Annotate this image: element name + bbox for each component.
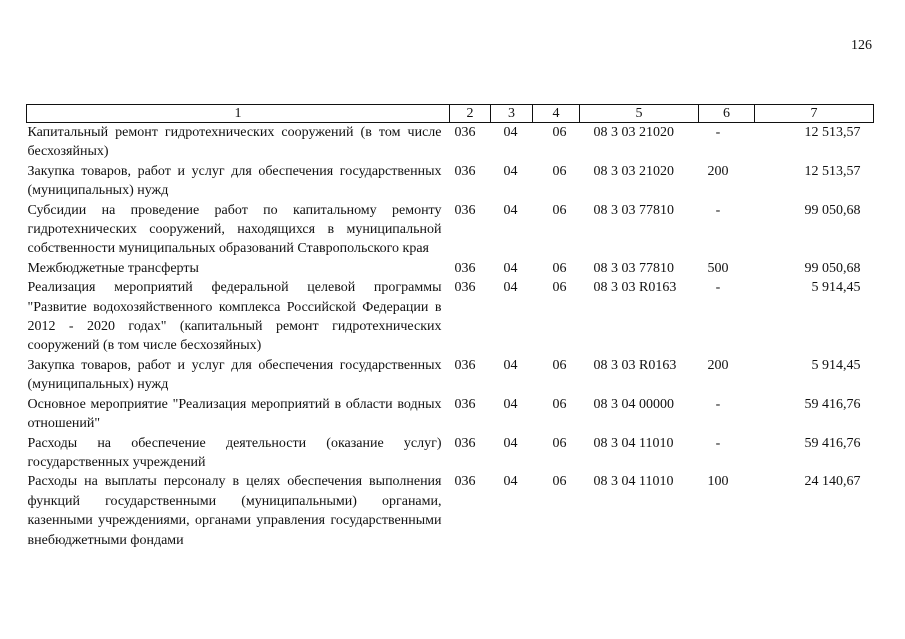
header-col-4: 4 — [533, 105, 580, 123]
section-code: 04 — [503, 202, 518, 218]
table-row — [27, 395, 874, 434]
table-header — [27, 105, 874, 123]
table-row — [27, 434, 874, 473]
expense-name: Закупка товаров, работ и услуг для обеспечения государственных (муниципальных) нужд — [27, 163, 442, 199]
amount: 99 050,68 — [804, 202, 861, 218]
amount: 24 140,67 — [804, 474, 861, 490]
ministry-code: 036 — [454, 125, 476, 140]
amount: 59 416,76 — [804, 396, 861, 412]
expense-name: Субсидии на проведение работ по капитальному ремонту гидротехнических сооружений, находящихся в муниципальной собственности муниципальных образований Ставропольского края — [27, 202, 442, 257]
ministry-code: 036 — [454, 280, 476, 296]
section-code: 04 — [503, 396, 518, 412]
table-row — [27, 162, 874, 201]
expense-type-code: 200 — [707, 357, 729, 373]
target-article-code: 08 3 04 11010 — [593, 474, 674, 490]
subsection-code: 06 — [552, 357, 567, 373]
header-col-3: 3 — [491, 105, 533, 123]
expense-type-code: - — [715, 280, 721, 296]
expense-type-code: 200 — [707, 163, 729, 179]
section-code: 04 — [503, 125, 518, 140]
subsection-code: 06 — [552, 202, 567, 218]
section-code: 04 — [503, 435, 518, 451]
subsection-code: 06 — [552, 396, 567, 412]
subsection-code: 06 — [552, 163, 567, 179]
header-col-7: 7 — [755, 105, 874, 123]
subsection-code: 06 — [552, 260, 567, 276]
section-code: 04 — [503, 357, 518, 373]
table-row — [27, 259, 874, 278]
ministry-code: 036 — [454, 474, 476, 490]
section-code: 04 — [503, 280, 518, 296]
expense-type-code: 100 — [707, 474, 729, 490]
expense-name: Межбюджетные трансферты — [27, 260, 199, 276]
header-row — [27, 105, 874, 123]
expense-type-code: 500 — [707, 260, 729, 276]
ministry-code: 036 — [454, 260, 476, 276]
section-code: 04 — [503, 163, 518, 179]
ministry-code: 036 — [454, 357, 476, 373]
ministry-code: 036 — [454, 435, 476, 451]
page-number: 126 — [851, 38, 872, 53]
header-col-2: 2 — [450, 105, 491, 123]
subsection-code: 06 — [552, 125, 567, 140]
ministry-code: 036 — [454, 202, 476, 218]
target-article-code: 08 3 03 R0163 — [593, 280, 677, 296]
target-article-code: 08 3 04 00000 — [593, 396, 674, 412]
amount: 5 914,45 — [811, 357, 861, 373]
header-col-6: 6 — [699, 105, 755, 123]
amount: 99 050,68 — [804, 260, 861, 276]
table-row — [27, 472, 874, 550]
amount: 5 914,45 — [811, 280, 861, 296]
section-code: 04 — [503, 474, 518, 490]
amount: 12 513,57 — [804, 125, 861, 140]
expense-name: Основное мероприятие "Реализация мероприятий в области водных отношений" — [27, 396, 442, 432]
expense-name: Расходы на обеспечение деятельности (оказание услуг) государственных учреждений — [27, 435, 442, 470]
table-row — [27, 356, 874, 395]
expense-name: Капитальный ремонт гидротехнических сооружений (в том числе бесхозяйных) — [27, 125, 442, 160]
subsection-code: 06 — [552, 280, 567, 296]
expense-name: Расходы на выплаты персоналу в целях обеспечения выполнения функций государственными (муниципальными) органами, казенными учреждениями, органами управления государственными внебюджетными фондами — [27, 474, 442, 548]
target-article-code: 08 3 03 21020 — [593, 163, 674, 179]
expense-type-code: - — [715, 396, 721, 412]
target-article-code: 08 3 03 R0163 — [593, 357, 677, 373]
subsection-code: 06 — [552, 435, 567, 451]
target-article-code: 08 3 03 77810 — [593, 202, 674, 218]
expense-name: Реализация мероприятий федеральной целевой программы "Развитие водохозяйственного комплекса Российской Федерации в 2012 - 2020 годах" (капитальный ремонт гидротехнических сооружений (в том числе бесхозяйных) — [27, 280, 442, 354]
budget-table — [26, 104, 874, 550]
table-row — [27, 201, 874, 259]
header-col-5: 5 — [580, 105, 699, 123]
expense-type-code: - — [715, 125, 721, 140]
header-col-1: 1 — [27, 105, 450, 123]
section-code: 04 — [503, 260, 518, 276]
table-row — [27, 123, 874, 162]
table-body — [27, 123, 874, 550]
expense-type-code: - — [715, 202, 721, 218]
table-row — [27, 278, 874, 356]
expense-name: Закупка товаров, работ и услуг для обеспечения государственных (муниципальных) нужд — [27, 357, 442, 393]
amount: 59 416,76 — [804, 435, 861, 451]
subsection-code: 06 — [552, 474, 567, 490]
amount: 12 513,57 — [804, 163, 861, 179]
target-article-code: 08 3 03 21020 — [593, 125, 674, 140]
expense-type-code: - — [715, 435, 721, 451]
ministry-code: 036 — [454, 396, 476, 412]
target-article-code: 08 3 04 11010 — [593, 435, 674, 451]
target-article-code: 08 3 03 77810 — [593, 260, 674, 276]
ministry-code: 036 — [454, 163, 476, 179]
